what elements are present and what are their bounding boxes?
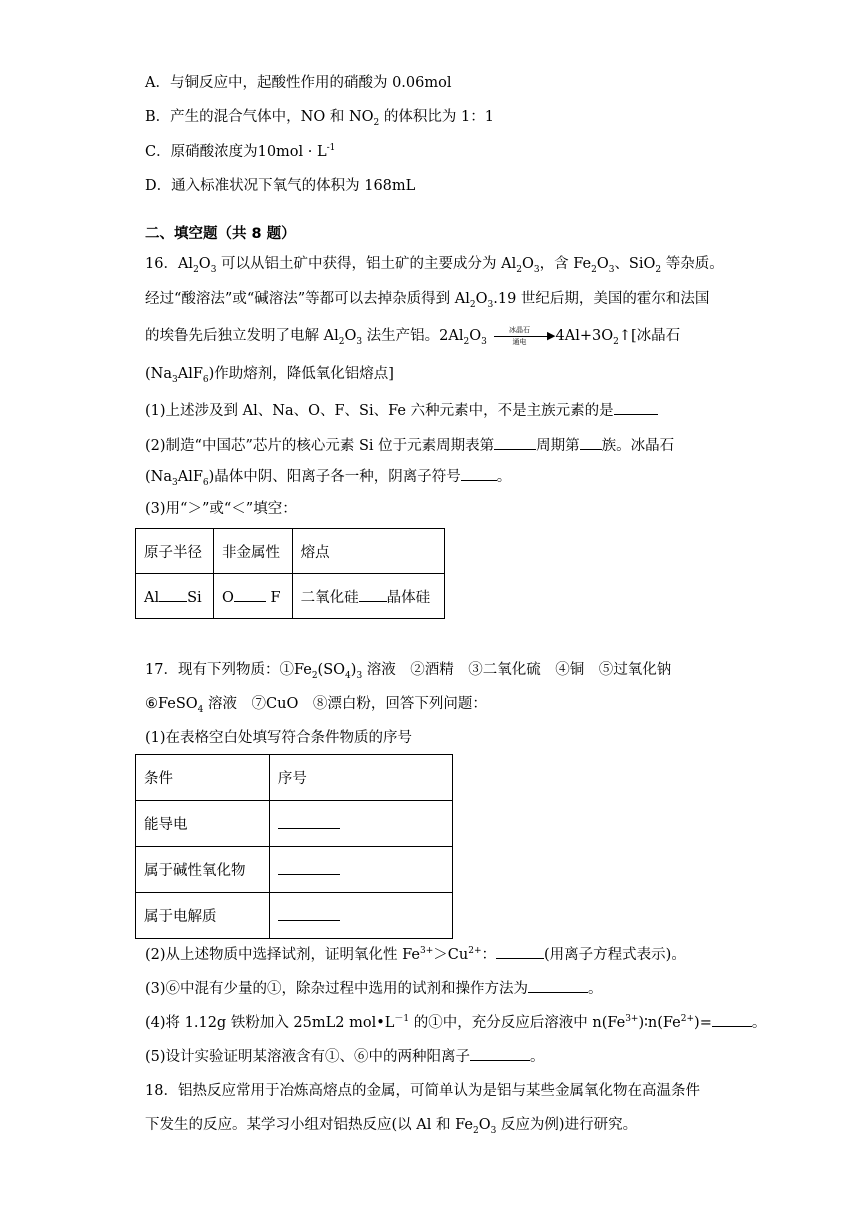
q16-part1: (1)上述涉及到 Al、Na、O、F、Si、Fe 六种元素中，不是主族元素的是 <box>145 400 658 421</box>
q18-line1: 18．铝热反应常用于冶炼高熔点的金属，可简单认为是铝与某些金属氧化物在高温条件 <box>145 1083 700 1099</box>
q17-part1: (1)在表格空白处填写符合条件物质的序号 <box>145 730 413 746</box>
table-cell: 能导电 <box>136 801 270 847</box>
reaction-arrow: 冰晶石 ▶ 通电 <box>492 326 556 346</box>
q17-part3: (3)⑥中混有少量的①，除杂过程中选用的试剂和操作方法为 。 <box>145 978 603 999</box>
answer-blank[interactable] <box>234 587 266 602</box>
answer-blank[interactable] <box>278 814 340 829</box>
table-cell: 属于电解质 <box>136 893 270 939</box>
table-header: 非金属性 <box>214 529 293 574</box>
section-title: 二、填空题（共 8 题） <box>145 226 296 242</box>
answer-blank[interactable] <box>470 1046 530 1061</box>
q16-line4: $(Na_3AlF_6)$作助熔剂，降低氧化铝熔点] <box>145 366 394 385</box>
table-cell: Al Si <box>136 574 214 619</box>
answer-blank[interactable] <box>528 978 588 993</box>
table-cell <box>269 847 452 893</box>
q17-part2: (2)从上述物质中选择试剂，证明氧化性 $Fe^{3+}>Cu^{2+}$： (用离子方程式表示)。 <box>145 944 686 965</box>
table-cell: O F <box>214 574 293 619</box>
q18-line2: 下发生的反应。某学习小组对铝热反应(以 Al 和 $Fe_2O_3$ 反应为例)进行研究。 <box>145 1117 638 1136</box>
q16-line2: 经过“酸溶法”或“碱溶法”等都可以去掉杂质得到 $Al_2O_3.19$ 世纪后期，美国的霍尔和法国 <box>145 291 710 310</box>
table-header: 原子半径 <box>136 529 214 574</box>
answer-blank[interactable] <box>359 587 387 602</box>
answer-blank[interactable] <box>278 860 340 875</box>
answer-blank[interactable] <box>461 466 497 481</box>
option-d: D．通入标准状况下氧气的体积为 168mL <box>145 178 416 194</box>
answer-blank[interactable] <box>580 435 602 450</box>
table-cell: 属于碱性氧化物 <box>136 847 270 893</box>
option-a: A．与铜反应中，起酸性作用的硝酸为 0.06mol <box>145 75 452 91</box>
q17-line1: 17．现有下列物质：$①Fe_2(SO_4)_3$ 溶液 ②酒精 ③二氧化硫 ④铜 ⑤过氧化钠 <box>145 662 672 681</box>
option-c: C．原硝酸浓度为$10mol \cdot L^{-1}$ <box>145 143 336 160</box>
q17-part5: (5)设计实验证明某溶液含有①、⑥中的两种阳离子 。 <box>145 1046 545 1067</box>
answer-blank[interactable] <box>496 944 544 959</box>
table-header: 条件 <box>136 755 270 801</box>
answer-blank[interactable] <box>614 400 658 415</box>
answer-blank[interactable] <box>712 1012 752 1027</box>
table-header: 序号 <box>269 755 452 801</box>
table-cell <box>269 893 452 939</box>
q16-table <box>135 528 445 619</box>
q17-line2: ⑥FeSO$_4$ 溶液 ⑦CuO ⑧漂白粉，回答下列问题： <box>145 696 487 715</box>
q16-part3: (3)用“＞”或“＜”填空： <box>145 501 297 517</box>
q16-part2: (2)制造“中国芯”芯片的核心元素 Si 位于元素周期表第 周期第 族。冰晶石 <box>145 435 674 456</box>
answer-blank[interactable] <box>494 435 536 450</box>
answer-blank[interactable] <box>278 906 340 921</box>
q17-part4: (4)将 1.12g 铁粉加入 25mL2 $mol•L^{-1}$ 的①中，充分反应后溶液中 $n(Fe^{3+})∶n(Fe^{2+})=$ 。 <box>145 1012 766 1033</box>
table-header: 熔点 <box>292 529 444 574</box>
q16-line1: 16．$Al_2O_3$ 可以从铝土矿中获得，铝土矿的主要成分为 $Al_2O_3$，含 $Fe_2O_3$、SiO$_2$ 等杂质。 <box>145 256 724 275</box>
q16-part2-line2: $(Na_3AlF_6)$晶体中阴、阳离子各一种，阴离子符号 。 <box>145 466 511 487</box>
q16-line3: 的埃鲁先后独立发明了电解 $Al_2O_3$ 法生产铝。$2Al_2O_3$ 冰晶石 ▶ 通电 $4Al+3O_2↑$[冰晶石 <box>145 326 681 347</box>
answer-blank[interactable] <box>159 587 187 602</box>
q17-table <box>135 754 453 939</box>
option-b: B．产生的混合气体中，NO 和 $NO_2$ 的体积比为 1：1 <box>145 109 494 128</box>
table-cell: 二氧化硅 晶体硅 <box>292 574 444 619</box>
table-cell <box>269 801 452 847</box>
